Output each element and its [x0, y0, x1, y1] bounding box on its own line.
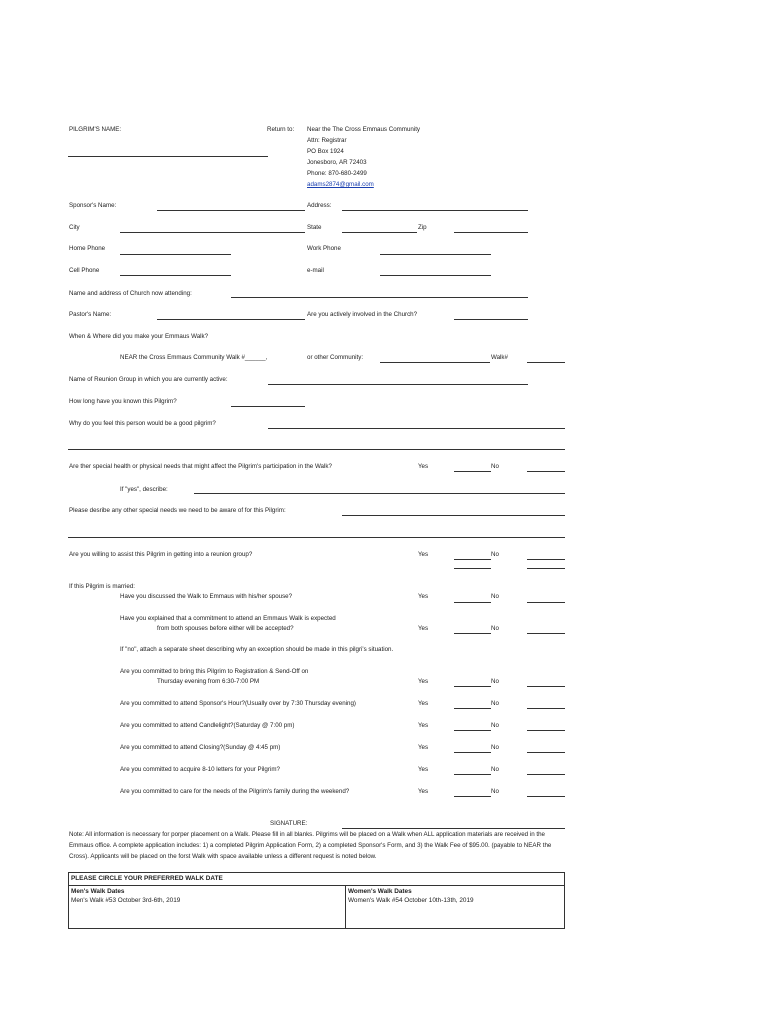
if-yes-field[interactable]: [194, 493, 565, 494]
other-needs-field[interactable]: [342, 515, 565, 516]
why-good-field-2[interactable]: [68, 449, 565, 450]
zip-field[interactable]: [454, 232, 528, 233]
email-label: e-mail: [307, 267, 324, 274]
home-phone-label: Home Phone: [69, 245, 106, 252]
candlelight-no-field[interactable]: [527, 730, 565, 731]
if-no-label: If "no", attach a separate sheet describing why an exception should be made in this pilgri's situation.: [120, 646, 394, 653]
assist-reunion-label: Are you willing to assist this Pilgrim in getting into a reunion group?: [69, 551, 253, 558]
walk-table-header: PLEASE CIRCLE YOUR PREFERRED WALK DATE: [69, 873, 565, 886]
why-good-label: Why do you feel this person would be a good pilgrim?: [69, 420, 216, 427]
assist-reunion-yes-field[interactable]: [454, 559, 491, 560]
return-line-2: Attn: Registrar: [307, 137, 347, 144]
letters-yes-field[interactable]: [454, 774, 491, 775]
sponsor-hour-label: Are you committed to attend Sponsor's Hour?(Usually over by 7:30 Thursday evening): [120, 700, 356, 707]
how-long-label: How long have you known this Pilgrim?: [69, 398, 177, 405]
mens-walk-title: Men's Walk Dates: [71, 888, 125, 895]
womens-walk-date[interactable]: Women's Walk #54 October 10th-13th, 2019: [348, 897, 474, 904]
other-needs-label: Please desribe any other special needs we need to be aware of for this Pilgrim:: [69, 507, 286, 514]
care-family-no: No: [491, 788, 499, 795]
return-line-3: PO Box 1924: [307, 148, 344, 155]
city-field[interactable]: [120, 232, 305, 233]
return-line-4: Jonesboro, AR 72403: [307, 159, 367, 166]
candlelight-label: Are you committed to attend Candlelight?(Saturday @ 7:00 pm): [120, 722, 295, 729]
if-married-label: If this Pilgrim is married:: [69, 583, 136, 590]
cell-phone-label: Cell Phone: [69, 267, 100, 274]
walk-date-table: [68, 872, 565, 929]
special-needs-yes: Yes: [418, 463, 429, 470]
special-needs-no: No: [491, 463, 499, 470]
closing-label: Are you committed to attend Closing?(Sunday @ 4:45 pm): [120, 744, 281, 751]
sponsor-hour-yes-field[interactable]: [454, 708, 491, 709]
letters-no: No: [491, 766, 499, 773]
church-field[interactable]: [231, 297, 528, 298]
care-family-no-field[interactable]: [527, 796, 565, 797]
discussed-label: Have you discussed the Walk to Emmaus with his/her spouse?: [120, 593, 293, 600]
how-long-field[interactable]: [231, 406, 305, 407]
pastor-label: Pastor's Name:: [69, 311, 112, 318]
work-phone-label: Work Phone: [307, 245, 341, 252]
reunion-field[interactable]: [268, 384, 528, 385]
candlelight-yes-field[interactable]: [454, 730, 491, 731]
other-community-field[interactable]: [380, 362, 490, 363]
explained-label-2: from both spouses before either will be accepted?: [157, 625, 294, 632]
care-family-yes: Yes: [418, 788, 429, 795]
care-family-yes-field[interactable]: [454, 796, 491, 797]
pastor-field[interactable]: [157, 319, 305, 320]
explained-no: No: [491, 625, 499, 632]
discussed-yes: Yes: [418, 593, 429, 600]
walk-num-label: Walk#: [491, 354, 508, 361]
explained-no-field[interactable]: [527, 633, 565, 634]
signature-field[interactable]: [342, 828, 565, 829]
walk-where-label: When & Where did you make your Emmaus Walk?: [69, 333, 209, 340]
return-email-link[interactable]: adams2874@gmail.com: [307, 181, 374, 188]
sponsor-hour-no-field[interactable]: [527, 708, 565, 709]
city-label: City: [69, 224, 80, 231]
bring-label-1: Are you committed to bring this Pilgrim to Registration & Send-Off on: [120, 668, 309, 675]
other-needs-field-2[interactable]: [68, 537, 565, 538]
cell-phone-field[interactable]: [120, 275, 231, 276]
mens-walk-date[interactable]: Men's Walk #53 October 3rd-6th, 2019: [71, 897, 181, 904]
state-field[interactable]: [342, 232, 417, 233]
womens-walk-title: Women's Walk Dates: [348, 888, 412, 895]
candlelight-no: No: [491, 722, 499, 729]
discussed-no: No: [491, 593, 499, 600]
bring-no: No: [491, 678, 499, 685]
bring-yes: Yes: [418, 678, 429, 685]
special-needs-no-field[interactable]: [527, 471, 565, 472]
letters-yes: Yes: [418, 766, 429, 773]
explained-yes-field[interactable]: [454, 633, 491, 634]
bring-label-2: Thursday evening from 6:30-7:00 PM: [157, 678, 260, 685]
explained-yes: Yes: [418, 625, 429, 632]
bring-no-field[interactable]: [527, 686, 565, 687]
address-label: Address:: [307, 202, 332, 209]
explained-label-1: Have you explained that a commitment to attend an Emmaus Walk is expected: [120, 615, 336, 622]
address-field[interactable]: [342, 210, 528, 211]
special-needs-yes-field[interactable]: [454, 471, 491, 472]
discussed-no-field[interactable]: [527, 602, 565, 603]
closing-yes-field[interactable]: [454, 752, 491, 753]
signature-label: SIGNATURE:: [270, 820, 308, 827]
walk-num-field[interactable]: [527, 362, 565, 363]
sponsor-hour-no: No: [491, 700, 499, 707]
church-label: Name and address of Church now attending:: [69, 290, 192, 297]
sponsor-hour-yes: Yes: [418, 700, 429, 707]
return-to-label: Return to:: [267, 126, 295, 133]
bring-yes-field[interactable]: [454, 686, 491, 687]
home-phone-field[interactable]: [120, 254, 231, 255]
special-needs-label: Are ther special health or physical needs that might affect the Pilgrim's participation in the Walk?: [69, 463, 332, 470]
involved-field[interactable]: [454, 319, 528, 320]
assist-reunion-no-field[interactable]: [527, 559, 565, 560]
letters-no-field[interactable]: [527, 774, 565, 775]
if-yes-label: If "yes", describe:: [120, 486, 168, 493]
return-line-5: Phone: 870-680-2499: [307, 170, 367, 177]
pilgrim-name-label: PILGRIM'S NAME:: [69, 126, 122, 133]
near-walk-label: NEAR the Cross Emmaus Community Walk #______,: [120, 354, 268, 361]
closing-no: No: [491, 744, 499, 751]
involved-label: Are you actively involved in the Church?: [307, 311, 418, 318]
return-line-1: Near the The Cross Emmaus Community: [307, 126, 421, 133]
closing-no-field[interactable]: [527, 752, 565, 753]
pilgrim-name-field[interactable]: [68, 156, 268, 157]
application-note: Note: All information is necessary for porper placement on a Walk. Please fill in all blanks. Pilgrims will be placed on a Walk when ALL application materials are received in the Emmaus office. A complete application includes: 1) a completed Pilgrim Application Form, 2) a completed Sponsor's Form, and 3) the Walk Fee of $95.00. (payable to NEAR the Cross). Applicants will be placed on the forst Walk with space available unless a different request is noted below.: [69, 831, 552, 860]
zip-label: Zip: [418, 224, 427, 231]
letters-label: Are you committed to acquire 8-10 letters for your Pilgrim?: [120, 766, 280, 773]
discussed-yes-field[interactable]: [454, 602, 491, 603]
assist-reunion-no: No: [491, 551, 499, 558]
state-label: State: [307, 224, 322, 231]
reunion-label: Name of Reunion Group in which you are currently active:: [69, 376, 228, 383]
closing-yes: Yes: [418, 744, 429, 751]
work-phone-field[interactable]: [380, 254, 491, 255]
care-family-label: Are you committed to care for the needs of the Pilgrim's family during the weekend?: [120, 788, 350, 795]
other-community-label: or other Community:: [307, 354, 364, 361]
assist-reunion-no-field-2[interactable]: [527, 568, 565, 569]
sponsor-name-field[interactable]: [157, 210, 305, 211]
assist-reunion-yes: Yes: [418, 551, 429, 558]
sponsor-name-label: Sponsor's Name:: [69, 202, 117, 209]
why-good-field[interactable]: [268, 428, 565, 429]
candlelight-yes: Yes: [418, 722, 429, 729]
email-field[interactable]: [380, 275, 491, 276]
assist-reunion-yes-field-2[interactable]: [454, 568, 491, 569]
